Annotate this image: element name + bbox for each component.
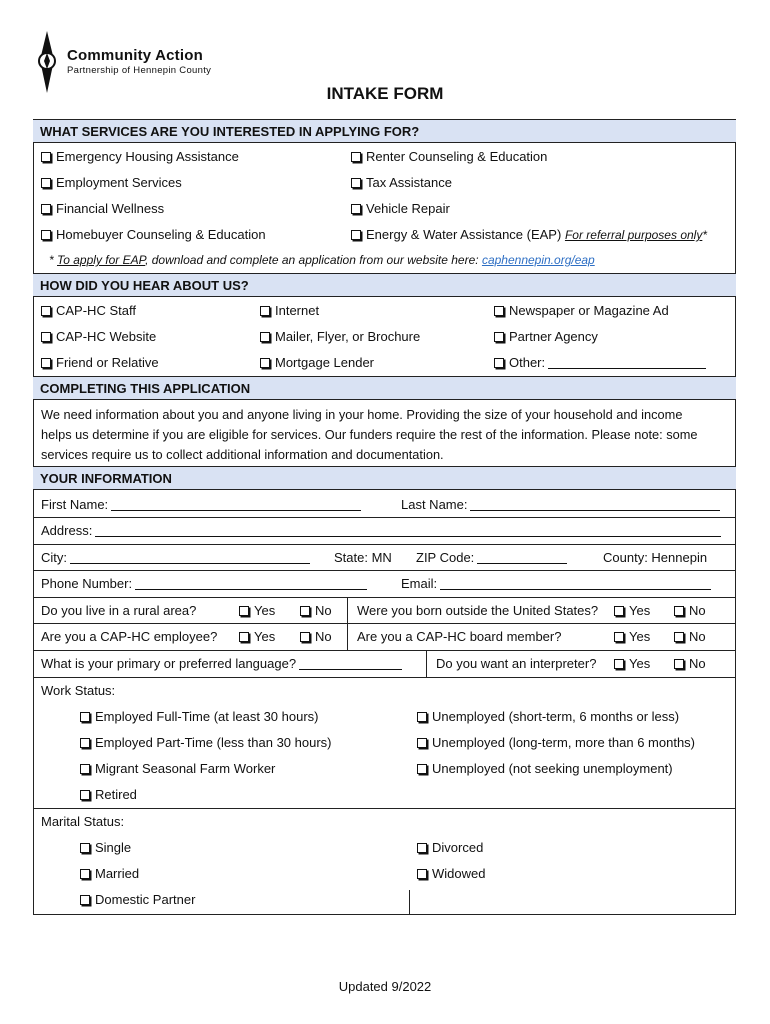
- checkbox-icon[interactable]: [674, 659, 684, 669]
- divider: [33, 570, 736, 571]
- divider: [33, 677, 736, 678]
- divider: [409, 890, 410, 915]
- other-input[interactable]: [548, 357, 706, 369]
- checkbox-icon[interactable]: [417, 712, 427, 722]
- state-label: State: MN: [334, 550, 392, 565]
- checkbox-energy-water[interactable]: Energy & Water Assistance (EAP) For referral purposes only*: [351, 227, 707, 242]
- checkbox-newspaper[interactable]: Newspaper or Magazine Ad: [494, 303, 669, 318]
- interpreter-no-checkbox[interactable]: No: [674, 656, 706, 671]
- checkbox-divorced[interactable]: Divorced: [417, 840, 483, 855]
- checkbox-icon[interactable]: [674, 606, 684, 616]
- interpreter-yes-checkbox[interactable]: Yes: [614, 656, 650, 671]
- checkbox-icon[interactable]: [41, 204, 51, 214]
- born-no-checkbox[interactable]: No: [674, 603, 706, 618]
- checkbox-employed-part-time[interactable]: Employed Part-Time (less than 30 hours): [80, 735, 332, 750]
- checkbox-icon[interactable]: [41, 358, 51, 368]
- email-field[interactable]: Email:: [401, 576, 711, 591]
- eap-website-link[interactable]: caphennepin.org/eap: [481, 253, 595, 267]
- checkbox-migrant-farm-worker[interactable]: Migrant Seasonal Farm Worker: [80, 761, 275, 776]
- checkbox-emergency-housing[interactable]: Emergency Housing Assistance: [41, 149, 239, 164]
- board-yes-checkbox[interactable]: Yes: [614, 629, 650, 644]
- checkbox-icon[interactable]: [300, 632, 310, 642]
- checkbox-retired[interactable]: Retired: [80, 787, 137, 802]
- checkbox-icon[interactable]: [351, 230, 361, 240]
- checkbox-icon[interactable]: [417, 843, 427, 853]
- checkbox-icon[interactable]: [494, 306, 504, 316]
- checkbox-tax-assistance[interactable]: Tax Assistance: [351, 175, 452, 190]
- checkbox-icon[interactable]: [80, 738, 90, 748]
- form-title: INTAKE FORM: [326, 84, 444, 103]
- work-status-label: Work Status:: [41, 683, 116, 698]
- checkbox-married[interactable]: Married: [80, 866, 139, 881]
- checkbox-icon[interactable]: [494, 332, 504, 342]
- checkbox-single[interactable]: Single: [80, 840, 131, 855]
- checkbox-icon[interactable]: [351, 204, 361, 214]
- divider: [33, 517, 736, 518]
- services-heading: WHAT SERVICES ARE YOU INTERESTED IN APPLYING FOR?: [33, 119, 736, 143]
- board-no-checkbox[interactable]: No: [674, 629, 706, 644]
- checkbox-icon[interactable]: [41, 306, 51, 316]
- rural-no-checkbox[interactable]: No: [300, 603, 332, 618]
- checkbox-icon[interactable]: [41, 152, 51, 162]
- eap-footnote: * To apply for EAP, download and complete an application from our website here: caphennepin.org/eap: [49, 253, 595, 267]
- checkbox-unemployed-not-seeking[interactable]: Unemployed (not seeking unemployment): [417, 761, 673, 776]
- divider: [33, 650, 736, 651]
- language-field[interactable]: What is your primary or preferred language?: [41, 656, 402, 671]
- checkbox-partner-agency[interactable]: Partner Agency: [494, 329, 598, 344]
- divider: [33, 544, 736, 545]
- hear-heading: HOW DID YOU HEAR ABOUT US?: [33, 273, 736, 297]
- checkbox-icon[interactable]: [494, 358, 504, 368]
- checkbox-icon[interactable]: [351, 178, 361, 188]
- checkbox-icon[interactable]: [80, 764, 90, 774]
- county-label: County: Hennepin: [603, 550, 708, 565]
- rural-question: Do you live in a rural area?: [41, 603, 197, 618]
- checkbox-icon[interactable]: [80, 712, 90, 722]
- checkbox-friend-relative[interactable]: Friend or Relative: [41, 355, 159, 370]
- checkbox-icon[interactable]: [417, 869, 427, 879]
- checkbox-icon[interactable]: [41, 178, 51, 188]
- employee-question: Are you a CAP-HC employee?: [41, 629, 218, 644]
- divider: [426, 650, 427, 677]
- completing-paragraph: We need information about you and anyone living in your home. Providing the size of your household and income helps us determine if you are eligible for services. Our funders require the rest of the information. Please note: some services require us to collect additional information and documentation.: [41, 407, 698, 462]
- zip-field[interactable]: ZIP Code:: [416, 550, 567, 565]
- marital-status-label: Marital Status:: [41, 814, 125, 829]
- checkbox-mailer[interactable]: Mailer, Flyer, or Brochure: [260, 329, 420, 344]
- checkbox-icon[interactable]: [260, 358, 270, 368]
- checkbox-caphc-website[interactable]: CAP-HC Website: [41, 329, 156, 344]
- checkbox-icon[interactable]: [417, 764, 427, 774]
- logo-subtitle: Partnership of Hennepin County: [67, 65, 212, 76]
- city-field[interactable]: City:: [41, 550, 310, 565]
- checkbox-icon[interactable]: [417, 738, 427, 748]
- interpreter-question: Do you want an interpreter?: [436, 656, 597, 671]
- checkbox-icon[interactable]: [614, 659, 624, 669]
- born-question: Were you born outside the United States?: [357, 603, 599, 618]
- checkbox-unemployed-short[interactable]: Unemployed (short-term, 6 months or less): [417, 709, 679, 724]
- first-name-field[interactable]: First Name:: [41, 497, 361, 512]
- completing-heading: COMPLETING THIS APPLICATION: [33, 376, 736, 400]
- phone-field[interactable]: Phone Number:: [41, 576, 367, 591]
- checkbox-icon[interactable]: [80, 895, 90, 905]
- checkbox-icon[interactable]: [614, 606, 624, 616]
- checkbox-financial-wellness[interactable]: Financial Wellness: [41, 201, 164, 216]
- divider: [347, 597, 348, 650]
- checkbox-internet[interactable]: Internet: [260, 303, 319, 318]
- checkbox-icon[interactable]: [260, 306, 270, 316]
- checkbox-widowed[interactable]: Widowed: [417, 866, 485, 881]
- checkbox-icon[interactable]: [239, 632, 249, 642]
- checkbox-employed-full-time[interactable]: Employed Full-Time (at least 30 hours): [80, 709, 319, 724]
- divider: [33, 623, 736, 624]
- divider: [33, 597, 736, 598]
- checkbox-icon[interactable]: [80, 790, 90, 800]
- checkbox-icon[interactable]: [614, 632, 624, 642]
- board-question: Are you a CAP-HC board member?: [357, 629, 562, 644]
- checkbox-renter-counseling[interactable]: Renter Counseling & Education: [351, 149, 547, 164]
- eap-referral-note: For referral purposes only: [564, 228, 703, 242]
- employee-yes-checkbox[interactable]: Yes: [239, 629, 275, 644]
- checkbox-unemployed-long[interactable]: Unemployed (long-term, more than 6 months): [417, 735, 695, 750]
- employee-no-checkbox[interactable]: No: [300, 629, 332, 644]
- address-field[interactable]: Address:: [41, 523, 721, 538]
- checkbox-homebuyer-counseling[interactable]: Homebuyer Counseling & Education: [41, 227, 266, 242]
- born-yes-checkbox[interactable]: Yes: [614, 603, 650, 618]
- checkbox-icon[interactable]: [260, 332, 270, 342]
- checkbox-mortgage-lender[interactable]: Mortgage Lender: [260, 355, 374, 370]
- checkbox-caphc-staff[interactable]: CAP-HC Staff: [41, 303, 136, 318]
- checkbox-icon[interactable]: [674, 632, 684, 642]
- checkbox-icon[interactable]: [41, 332, 51, 342]
- checkbox-icon[interactable]: [239, 606, 249, 616]
- checkbox-icon[interactable]: [80, 869, 90, 879]
- checkbox-icon[interactable]: [351, 152, 361, 162]
- checkbox-icon[interactable]: [80, 843, 90, 853]
- checkbox-employment-services[interactable]: Employment Services: [41, 175, 182, 190]
- info-heading: YOUR INFORMATION: [33, 466, 736, 490]
- divider: [33, 808, 736, 809]
- checkbox-icon[interactable]: [300, 606, 310, 616]
- last-name-field[interactable]: Last Name:: [401, 497, 720, 512]
- checkbox-vehicle-repair[interactable]: Vehicle Repair: [351, 201, 450, 216]
- rural-yes-checkbox[interactable]: Yes: [239, 603, 275, 618]
- checkbox-domestic-partner[interactable]: Domestic Partner: [80, 892, 195, 907]
- checkbox-other[interactable]: Other:: [494, 355, 706, 370]
- updated-footer: Updated 9/2022: [338, 979, 432, 994]
- logo-title: Community Action: [67, 47, 203, 64]
- checkbox-icon[interactable]: [41, 230, 51, 240]
